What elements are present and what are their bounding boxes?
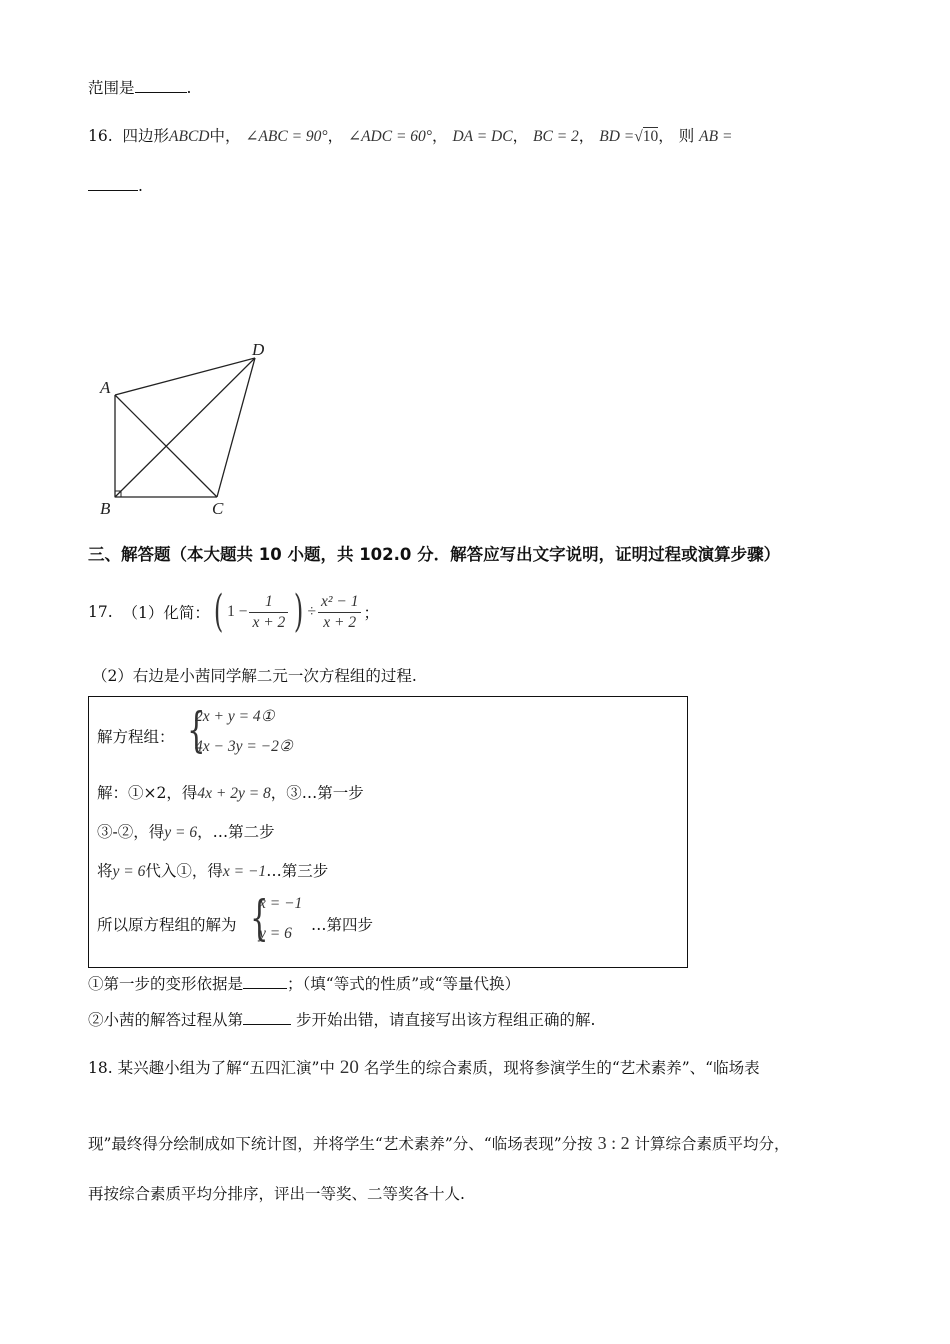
q18-line2 <box>88 1132 790 1154</box>
frac1-denominator: x + 2 <box>252 613 286 631</box>
segment-cd <box>217 358 255 497</box>
label-a: A <box>100 378 111 397</box>
step2-text: ③-②，得 <box>97 823 165 841</box>
sub2-tail: 步开始出错，请直接写出该方程组正确的解. <box>295 1011 596 1029</box>
q16-cond-bc: BC = 2 <box>533 128 579 145</box>
q17-sub1 <box>88 972 520 994</box>
system-label: 解方程组： <box>97 728 175 746</box>
q18-line1-tail: 名学生的综合素质，现将参演学生的“艺术素养”、“临场表 <box>363 1059 760 1077</box>
step2-math: y = 6 <box>164 824 198 841</box>
right-paren: ) <box>294 586 304 637</box>
q17-part1-label: （1）化简： <box>122 604 210 622</box>
step-1 <box>97 781 364 803</box>
q16-sep: ， <box>327 127 344 145</box>
solution-eq2: y = 6 <box>259 925 292 942</box>
q16-sep: ， <box>658 127 674 145</box>
q18-line1-text: 18. 某兴趣小组为了解“五四汇演”中 <box>88 1059 335 1077</box>
prev-question-text: 范围是 <box>88 79 135 97</box>
q18-line2-text: 现”最终得分绘制成如下统计图，并将学生“艺术素养”分、“临场表现”分按 <box>88 1135 593 1153</box>
step2-tail: ，…第二步 <box>197 823 275 841</box>
solution-box <box>88 696 688 968</box>
q16-ask-expr: AB = <box>699 128 733 145</box>
q18-line3: 再按综合素质平均分排序，评出一等奖、二等奖各十人. <box>88 1185 465 1203</box>
equation-1: 2x + y = 4① <box>195 708 275 725</box>
q17-sub2 <box>88 1008 595 1030</box>
sub1-tail: ；（填“等式的性质”或“等量代换） <box>287 975 521 993</box>
q17-part1-end: ； <box>363 604 379 622</box>
label-b: B <box>100 499 111 518</box>
q17-part2-intro: （2）右边是小茜同学解二元一次方程组的过程. <box>92 667 417 685</box>
step-3 <box>97 859 328 881</box>
question-number: 16. <box>88 127 113 145</box>
q16-sep: ， <box>578 127 595 145</box>
q17-divide: ÷ <box>307 603 316 620</box>
sub2-text: ②小茜的解答过程从第 <box>88 1011 244 1029</box>
segment-bd <box>115 358 255 497</box>
step4-tail: …第四步 <box>311 916 374 934</box>
prev-question-end: . <box>186 79 192 97</box>
answer-blank <box>243 974 287 989</box>
left-paren: ( <box>213 586 224 637</box>
step-2 <box>97 820 275 842</box>
q18-count: 20 <box>339 1057 359 1078</box>
segment-da <box>115 358 255 395</box>
question-number: 17. <box>88 603 113 621</box>
step3-math1: y = 6 <box>112 863 146 880</box>
q16-quad: ABCD <box>169 128 210 145</box>
q16-end: . <box>138 177 143 195</box>
label-c: C <box>212 499 224 518</box>
answer-blank <box>243 1010 291 1025</box>
q16-cond-angle-abc: ∠ABC = 90° <box>245 128 328 145</box>
q18-line1 <box>88 1056 760 1079</box>
solution-brace: { <box>250 890 269 946</box>
step4-text: 所以原方程组的解为 <box>97 916 237 934</box>
q16-cond-angle-adc: ∠ADC = 60° <box>348 128 432 145</box>
sqrt-sign: √ <box>634 128 643 145</box>
frac2-denominator: x + 2 <box>323 613 357 631</box>
sub1-text: ①第一步的变形依据是 <box>88 975 244 993</box>
quadrilateral-figure <box>0 0 950 540</box>
q16-cond-bd: BD = <box>599 128 635 145</box>
section-heading: 三、解答题（本大题共 10 小题，共 102.0 分．解答应写出文字说明，证明过程或演算步骤） <box>88 545 781 564</box>
q18-line2-tail: 计算综合素质平均分， <box>634 1135 790 1153</box>
q17-fraction-1 <box>249 592 288 633</box>
q16-sep: ， <box>512 127 529 145</box>
step3-math2: x = −1 <box>222 863 267 880</box>
q16-intro: 四边形 <box>122 127 170 145</box>
question-17-part1 <box>88 586 379 638</box>
label-d: D <box>252 340 265 359</box>
step3-mid: 代入①，得 <box>145 862 223 880</box>
q16-cond-da-dc: DA = DC <box>452 128 513 145</box>
step1-text: 解：①×2，得 <box>97 784 198 802</box>
q16-radicand: 10 <box>642 128 659 145</box>
frac1-numerator: 1 <box>249 592 288 613</box>
q16-sep: ， <box>431 127 448 145</box>
solution-eq1: x = −1 <box>259 895 303 912</box>
step1-math: 4x + 2y = 8 <box>197 785 271 802</box>
system-brace: { <box>187 702 206 758</box>
q18-ratio: 3 : 2 <box>597 1133 630 1153</box>
equation-2: 4x − 3y = −2② <box>195 738 293 755</box>
q16-ask: 则 <box>678 127 695 145</box>
q17-fraction-2 <box>318 592 362 633</box>
q17-one-minus: 1 − <box>227 603 248 620</box>
step3-tail: …第三步 <box>266 862 329 880</box>
step3-text: 将 <box>97 862 113 880</box>
step1-tail: ，③…第一步 <box>270 784 364 802</box>
q16-mid: 中， <box>209 127 241 145</box>
frac2-numerator: x² − 1 <box>318 592 362 613</box>
